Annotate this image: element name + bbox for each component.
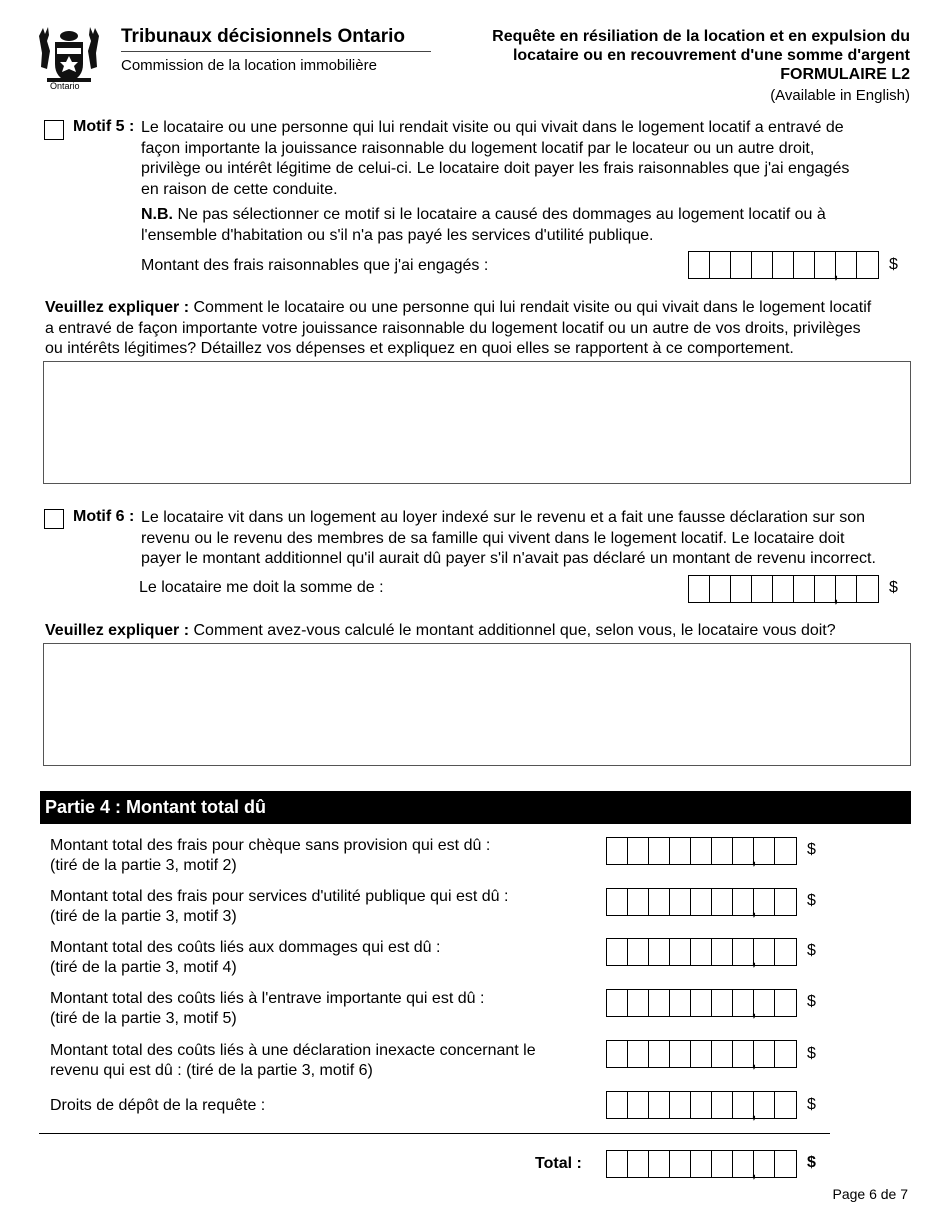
motif-6-line: revenu ou le revenu des membres de sa famille qui vivent dans le logement locatif. Le locataire doit	[141, 529, 845, 547]
org-divider	[121, 51, 431, 52]
part-4-row-label: Montant total des coûts liés aux dommages qui est dû : (tiré de la partie 3, motif 4)	[50, 939, 441, 976]
part-4-row-label: Montant total des coûts liés à l'entrave importante qui est dû : (tiré de la partie 3, motif 5)	[50, 990, 485, 1027]
form-code: FORMULAIRE L2	[780, 66, 910, 83]
logo-caption: Ontario	[50, 81, 80, 91]
part-4-amount-field-damages[interactable]	[606, 938, 797, 966]
motif-6-label: Motif 6 :	[73, 508, 135, 525]
motif-5-amount-label: Montant des frais raisonnables que j'ai engagés :	[141, 257, 489, 274]
currency-symbol: $	[807, 942, 816, 959]
part-4-amount-field-filing-fee[interactable]	[606, 1091, 797, 1119]
currency-symbol: $	[807, 993, 816, 1010]
motif-5-line: privilège ou intérêt légitime de celui-ci. Le locataire doit payer les frais raisonnables que j'ai engagés	[141, 160, 850, 177]
form-title-line-2: locataire ou en recouvrement d'une somme d'argent	[512, 47, 910, 64]
part-4-row-label: Droits de dépôt de la requête :	[50, 1097, 266, 1114]
motif-6-description	[141, 508, 931, 570]
currency-symbol: $	[807, 1045, 816, 1062]
motif-5-checkbox[interactable]	[44, 120, 64, 140]
motif-5-explain-prompt: Veuillez expliquer : Comment le locataire ou une personne qui lui rendait visite ou qui vivait dans le logement locatif a entravé de façon importante votre jouissance raisonnable du logement locatif ou un autre de vos droits, privilèges ou intérêts légitimes? Détaillez vos dépenses et expliquez en quoi elles se rapportent à ce comportement.	[45, 299, 872, 357]
nb-label: N.B.	[141, 206, 173, 223]
motif-5-amount-field[interactable]	[688, 251, 879, 279]
motif-5-line: façon importante la jouissance raisonnable du logement locatif par le locateur ou un autre droit,	[141, 139, 815, 157]
explain-label: Veuillez expliquer :	[45, 622, 190, 639]
currency-symbol: $	[889, 579, 898, 596]
motif-6-checkbox[interactable]	[44, 509, 64, 529]
nb-text-line-2: l'ensemble d'habitation ou s'il n'a pas payé les services d'utilité publique.	[141, 226, 654, 244]
form-title	[440, 27, 910, 65]
motif-6-explain-prompt: Veuillez expliquer : Comment avez-vous calculé le montant additionnel que, selon vous, le locataire vous doit?	[45, 622, 836, 639]
motif-5-label: Motif 5 :	[73, 118, 135, 135]
motif-6-amount-field[interactable]	[688, 575, 879, 603]
motif-6-explanation-textarea[interactable]	[43, 643, 911, 766]
part-4-header: Partie 4 : Montant total dû	[40, 791, 911, 824]
org-name: Tribunaux décisionnels Ontario	[121, 26, 405, 47]
motif-5-description	[141, 118, 921, 200]
part-4-row-label: Montant total des frais pour chèque sans provision qui est dû : (tiré de la partie 3, motif 2)	[50, 837, 491, 874]
currency-symbol: $	[807, 1154, 816, 1171]
motif-6-line: Le locataire vit dans un logement au loyer indexé sur le revenu et a fait une fausse déclaration sur son	[141, 509, 865, 526]
total-label: Total :	[535, 1155, 582, 1172]
total-divider	[39, 1133, 830, 1134]
explain-label: Veuillez expliquer :	[45, 299, 190, 316]
part-4-amount-field-bad-cheque[interactable]	[606, 837, 797, 865]
form-language-note: (Available in English)	[770, 87, 910, 104]
org-subtitle: Commission de la location immobilière	[121, 57, 377, 74]
currency-symbol: $	[807, 1096, 816, 1113]
currency-symbol: $	[807, 892, 816, 909]
currency-symbol: $	[889, 256, 898, 273]
page-number: Page 6 de 7	[832, 1186, 908, 1202]
part-4-amount-field-income-misrepresentation[interactable]	[606, 1040, 797, 1068]
form-title-line-1: Requête en résiliation de la location et en expulsion du	[492, 28, 910, 45]
motif-5-line: Le locataire ou une personne qui lui rendait visite ou qui vivait dans le logement locatif a entravé de	[141, 119, 844, 136]
motif-5-explanation-textarea[interactable]	[43, 361, 911, 484]
motif-6-line: payer le montant additionnel qu'il aurait dû payer s'il n'avait pas déclaré un montant de revenu incorrect.	[141, 550, 876, 567]
motif-6-amount-label: Le locataire me doit la somme de :	[139, 579, 384, 596]
part-4-amount-field-utilities[interactable]	[606, 888, 797, 916]
part-4-total-field[interactable]	[606, 1150, 797, 1178]
part-4-amount-field-interference[interactable]	[606, 989, 797, 1017]
part-4-row-label: Montant total des coûts liés à une déclaration inexacte concernant le revenu qui est dû : (tiré de la partie 3, motif 6)	[50, 1042, 536, 1079]
motif-5-note	[141, 205, 921, 246]
motif-5-line: en raison de cette conduite.	[141, 180, 338, 198]
currency-symbol: $	[807, 841, 816, 858]
part-4-row-label: Montant total des frais pour services d'utilité publique qui est dû : (tiré de la partie 3, motif 3)	[50, 888, 509, 925]
nb-text: Ne pas sélectionner ce motif si le locataire a causé des dommages au logement locatif ou à	[173, 206, 826, 223]
